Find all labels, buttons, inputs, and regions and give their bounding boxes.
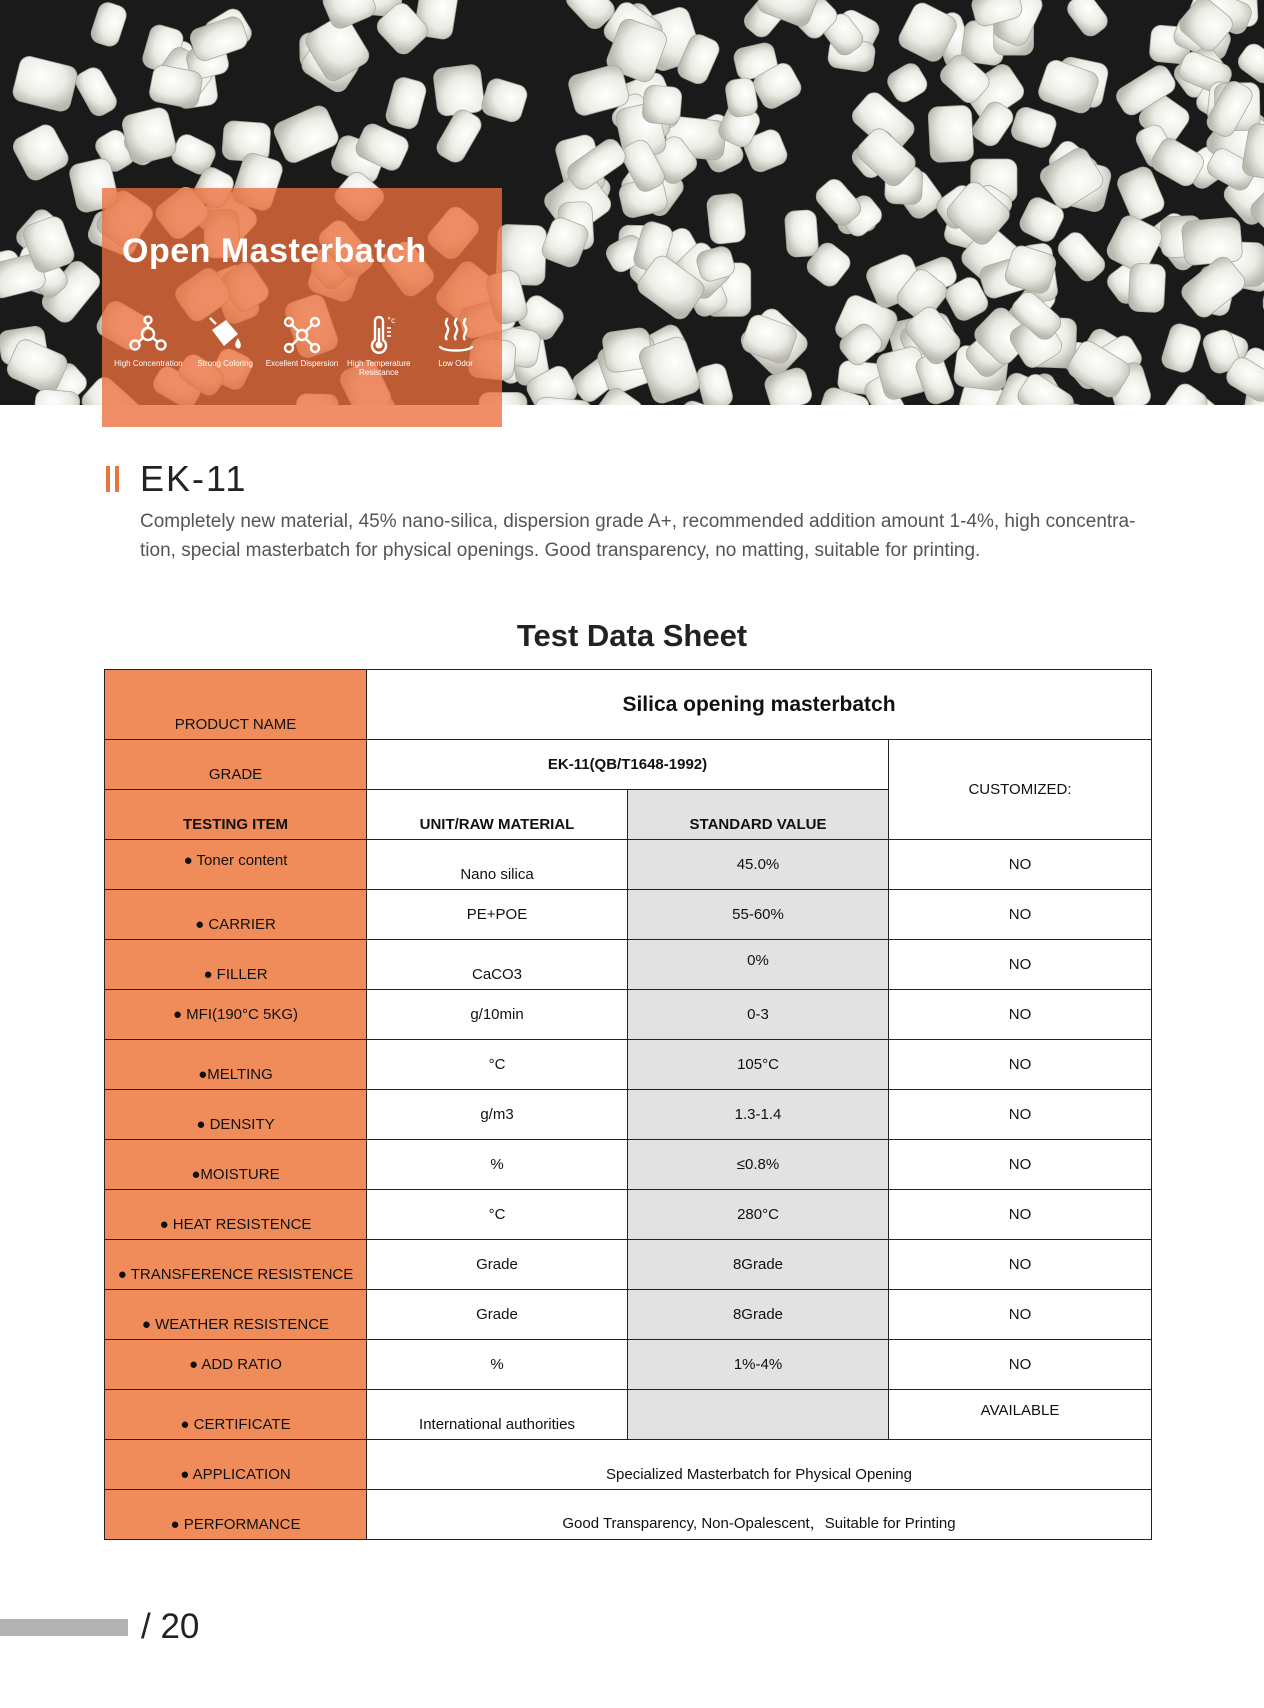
standard-value: 0-3 bbox=[628, 990, 889, 1040]
application-label: ● APPLICATION bbox=[105, 1440, 367, 1490]
heading-accent-bars bbox=[106, 466, 124, 492]
standard-value: 1%-4% bbox=[628, 1340, 889, 1390]
feature-label: Excellent Dispersion bbox=[265, 359, 339, 368]
feature-excellent-dispersion bbox=[264, 314, 341, 377]
application-value: Specialized Masterbatch for Physical Opening bbox=[367, 1440, 1151, 1490]
feature-label: High Concentration bbox=[114, 359, 183, 368]
customized-value: NO bbox=[889, 840, 1151, 890]
customized-value: NO bbox=[889, 1040, 1151, 1090]
customized-value: NO bbox=[889, 990, 1151, 1040]
testing-item: ● Toner content bbox=[105, 840, 367, 890]
customized-value: NO bbox=[889, 1190, 1151, 1240]
feature-strong-coloring bbox=[187, 314, 264, 377]
unit-value: International authorities bbox=[367, 1390, 628, 1440]
product-name-label: PRODUCT NAME bbox=[105, 670, 367, 740]
customized-value: NO bbox=[889, 1090, 1151, 1140]
testing-item-label: TESTING ITEM bbox=[105, 790, 367, 840]
unit-value: g/10min bbox=[367, 990, 628, 1040]
unit-value: PE+POE bbox=[367, 890, 628, 940]
testing-item: ● ADD RATIO bbox=[105, 1340, 367, 1390]
unit-value: Grade bbox=[367, 1240, 628, 1290]
testing-item: ● FILLER bbox=[105, 940, 367, 990]
network-icon bbox=[281, 314, 323, 356]
standard-value: 45.0% bbox=[628, 840, 889, 890]
standard-value: ≤0.8% bbox=[628, 1140, 889, 1190]
odor-waves-icon bbox=[435, 314, 477, 356]
customized-label: CUSTOMIZED: bbox=[889, 740, 1151, 840]
testing-item: ● HEAT RESISTENCE bbox=[105, 1190, 367, 1240]
unit-value: Nano silica bbox=[367, 840, 628, 890]
paint-bucket-icon bbox=[204, 314, 246, 356]
feature-low-odor bbox=[417, 314, 494, 377]
performance-value: Good Transparency, Non-Opalescent，Suitable for Printing bbox=[562, 1515, 956, 1532]
testing-item: ● MFI(190°C 5KG) bbox=[105, 990, 367, 1040]
standard-value bbox=[628, 1390, 889, 1440]
testing-item: ● CERTIFICATE bbox=[105, 1390, 367, 1440]
unit-header: UNIT/RAW MATERIAL bbox=[367, 790, 628, 840]
unit-value: Grade bbox=[367, 1290, 628, 1340]
customized-value: NO bbox=[889, 890, 1151, 940]
feature-label: Low Odor bbox=[438, 359, 473, 368]
footer-bar bbox=[0, 1619, 128, 1636]
thermometer-icon bbox=[358, 314, 400, 356]
molecule-icon bbox=[127, 314, 169, 356]
customized-value: NO bbox=[889, 1340, 1151, 1390]
hero-title: Open Masterbatch bbox=[122, 232, 427, 270]
standard-value: 8Grade bbox=[628, 1240, 889, 1290]
product-description: Completely new material, 45% nano-silica, dispersion grade A+, recommended addition amount 1-4%, high concentra-tion, special masterbatch for physical openings. Good transparency, no matting, suitable for printing. bbox=[140, 511, 1136, 561]
standard-value: 55-60% bbox=[628, 890, 889, 940]
standard-value: 1.3-1.4 bbox=[628, 1090, 889, 1140]
feature-high-concentration bbox=[110, 314, 187, 377]
feature-high-temperature bbox=[340, 314, 417, 377]
testing-item: ●MELTING bbox=[105, 1040, 367, 1090]
customized-value: NO bbox=[889, 1290, 1151, 1340]
product-code: EK-11 bbox=[140, 458, 248, 499]
sheet-title: Test Data Sheet bbox=[516, 618, 748, 653]
unit-value: % bbox=[367, 1140, 628, 1190]
grade-value: EK-11(QB/T1648-1992) bbox=[367, 740, 889, 790]
unit-value: g/m3 bbox=[367, 1090, 628, 1140]
unit-value: °C bbox=[367, 1040, 628, 1090]
customized-value: NO bbox=[889, 1140, 1151, 1190]
unit-value: CaCO3 bbox=[367, 940, 628, 990]
customized-value: NO bbox=[889, 1240, 1151, 1290]
customized-value: AVAILABLE bbox=[889, 1390, 1151, 1440]
standard-value-header: STANDARD VALUE bbox=[628, 790, 889, 840]
standard-value: 0% bbox=[628, 940, 889, 990]
unit-value: °C bbox=[367, 1190, 628, 1240]
grade-label: GRADE bbox=[105, 740, 367, 790]
standard-value: 8Grade bbox=[628, 1290, 889, 1340]
unit-value: % bbox=[367, 1340, 628, 1390]
standard-value: 280°C bbox=[628, 1190, 889, 1240]
test-data-table bbox=[104, 669, 1152, 1540]
feature-list bbox=[110, 314, 494, 377]
testing-item: ● WEATHER RESISTENCE bbox=[105, 1290, 367, 1340]
testing-item: ●MOISTURE bbox=[105, 1140, 367, 1190]
customized-value: NO bbox=[889, 940, 1151, 990]
testing-item: ● DENSITY bbox=[105, 1090, 367, 1140]
testing-item: ● CARRIER bbox=[105, 890, 367, 940]
standard-value: 105°C bbox=[628, 1040, 889, 1090]
feature-label: Strong Coloring bbox=[197, 359, 253, 368]
performance-label: ● PERFORMANCE bbox=[105, 1490, 367, 1539]
svg-text:°c: °c bbox=[386, 316, 396, 325]
page-number: / 20 bbox=[141, 1607, 200, 1646]
testing-item: ● TRANSFERENCE RESISTENCE bbox=[105, 1240, 367, 1290]
hero-card bbox=[102, 188, 502, 427]
product-name-value: Silica opening masterbatch bbox=[367, 670, 1151, 740]
feature-label: High Temperature Resistance bbox=[347, 359, 411, 377]
